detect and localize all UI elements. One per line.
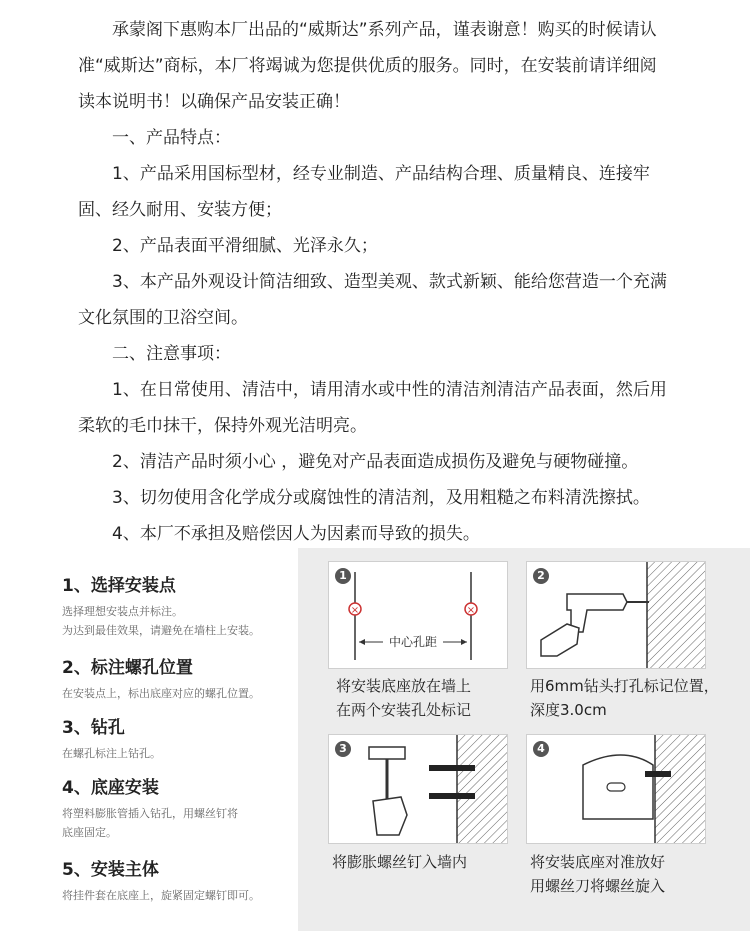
intro-paragraph: 承蒙阁下惠购本厂出品的“威斯达”系列产品，谨表谢意！购买的时候请认准“威斯达”商标，本厂将竭诚为您提供优质的服务。同时，在安装前请详细阅读本说明书！以确保产品安装正确！ (78, 20, 657, 112)
step-desc-line: 在安装点上，标出底座对应的螺孔位置。 (62, 687, 260, 700)
step-desc-line: 选择理想安装点并标注。 (62, 605, 183, 618)
step-desc-line: 将挂件套在底座上，旋紧固定螺钉即可。 (62, 889, 260, 902)
diagram-base (526, 734, 706, 844)
step-title: 3、钻孔 (62, 718, 125, 738)
note-item: 1、在日常使用、清洁中，请用清水或中性的清洁剂清洁产品表面，然后用柔软的毛巾抹干，保持外观光洁明亮。 (78, 380, 667, 436)
caption-line: 将膨胀螺丝钉入墙内 (332, 853, 468, 871)
caption-line: 用螺丝刀将螺丝旋入 (530, 877, 666, 895)
step-desc (62, 602, 260, 640)
step-desc-line: 将塑料膨胀管插入钻孔，用螺丝钉将 (62, 807, 238, 820)
step-title: 2、标注螺孔位置 (62, 658, 193, 678)
diagram-caption (530, 850, 665, 898)
caption-line: 用6mm钻头打孔标记位置， (530, 677, 719, 695)
step-item (62, 653, 260, 703)
caption-line: 将安装底座对准放好 (530, 853, 666, 871)
diagram-anchors (328, 734, 508, 844)
step-number-badge: 1 (335, 568, 351, 584)
mark-holes-illustration (329, 562, 507, 668)
diagram-caption (336, 674, 471, 722)
feature-item: 3、本产品外观设计简洁细致、造型美观、款式新颖、能给您营造一个充满文化氛围的卫浴空间。 (78, 272, 667, 328)
note-item: 4、本厂不承担及赔偿因人为因素而导致的损失。 (112, 524, 480, 544)
note-item: 3、切勿使用含化学成分或腐蚀性的清洁剂，及用粗糙之布料清洗擦拭。 (112, 488, 650, 508)
step-title: 1、选择安装点 (62, 576, 176, 596)
step-title: 4、底座安装 (62, 778, 159, 798)
svg-text:×: × (350, 605, 360, 616)
center-distance-label: 中心孔距 (388, 635, 438, 649)
step-number-badge: 2 (533, 568, 549, 584)
diagram-area (298, 548, 750, 931)
caption-line: 将安装底座放在墙上 (336, 677, 472, 695)
feature-item: 2、产品表面平滑细腻、光泽永久； (112, 236, 378, 256)
svg-text:×: × (466, 605, 476, 616)
step-number-badge: 4 (533, 741, 549, 757)
diagram-mark-holes (328, 561, 508, 669)
step-number-badge: 3 (335, 741, 351, 757)
step-item (62, 855, 260, 905)
drill-illustration (527, 562, 705, 668)
caption-line: 深度3.0cm (530, 701, 607, 719)
diagram-caption (332, 850, 467, 874)
feature-item: 1、产品采用国标型材，经专业制造、产品结构合理、质量精良、连接牢固、经久耐用、安装方便； (78, 164, 650, 220)
caption-line: 在两个安装孔处标记 (336, 701, 472, 719)
section-title-features: 一、产品特点： (112, 128, 231, 148)
diagram-drill (526, 561, 706, 669)
step-desc (62, 744, 161, 763)
step-desc-line: 在螺孔标注上钻孔。 (62, 747, 161, 760)
note-item: 2、清洁产品时须小心 ，避免对产品表面造成损伤及避免与硬物碰撞。 (112, 452, 639, 472)
step-item (62, 571, 260, 640)
section-title-notes: 二、注意事项： (112, 344, 231, 364)
step-item (62, 713, 161, 763)
step-desc-line: 底座固定。 (62, 826, 117, 839)
hammer-illustration (329, 735, 507, 843)
step-item (62, 773, 238, 842)
step-desc-line: 为达到最佳效果，请避免在墙柱上安装。 (62, 624, 260, 637)
intro-text (78, 12, 670, 588)
step-title: 5、安装主体 (62, 860, 159, 880)
diagram-caption (530, 674, 719, 722)
base-mount-illustration (527, 735, 705, 843)
step-desc (62, 886, 260, 905)
step-desc (62, 684, 260, 703)
install-panel (0, 548, 750, 931)
step-desc (62, 804, 238, 842)
